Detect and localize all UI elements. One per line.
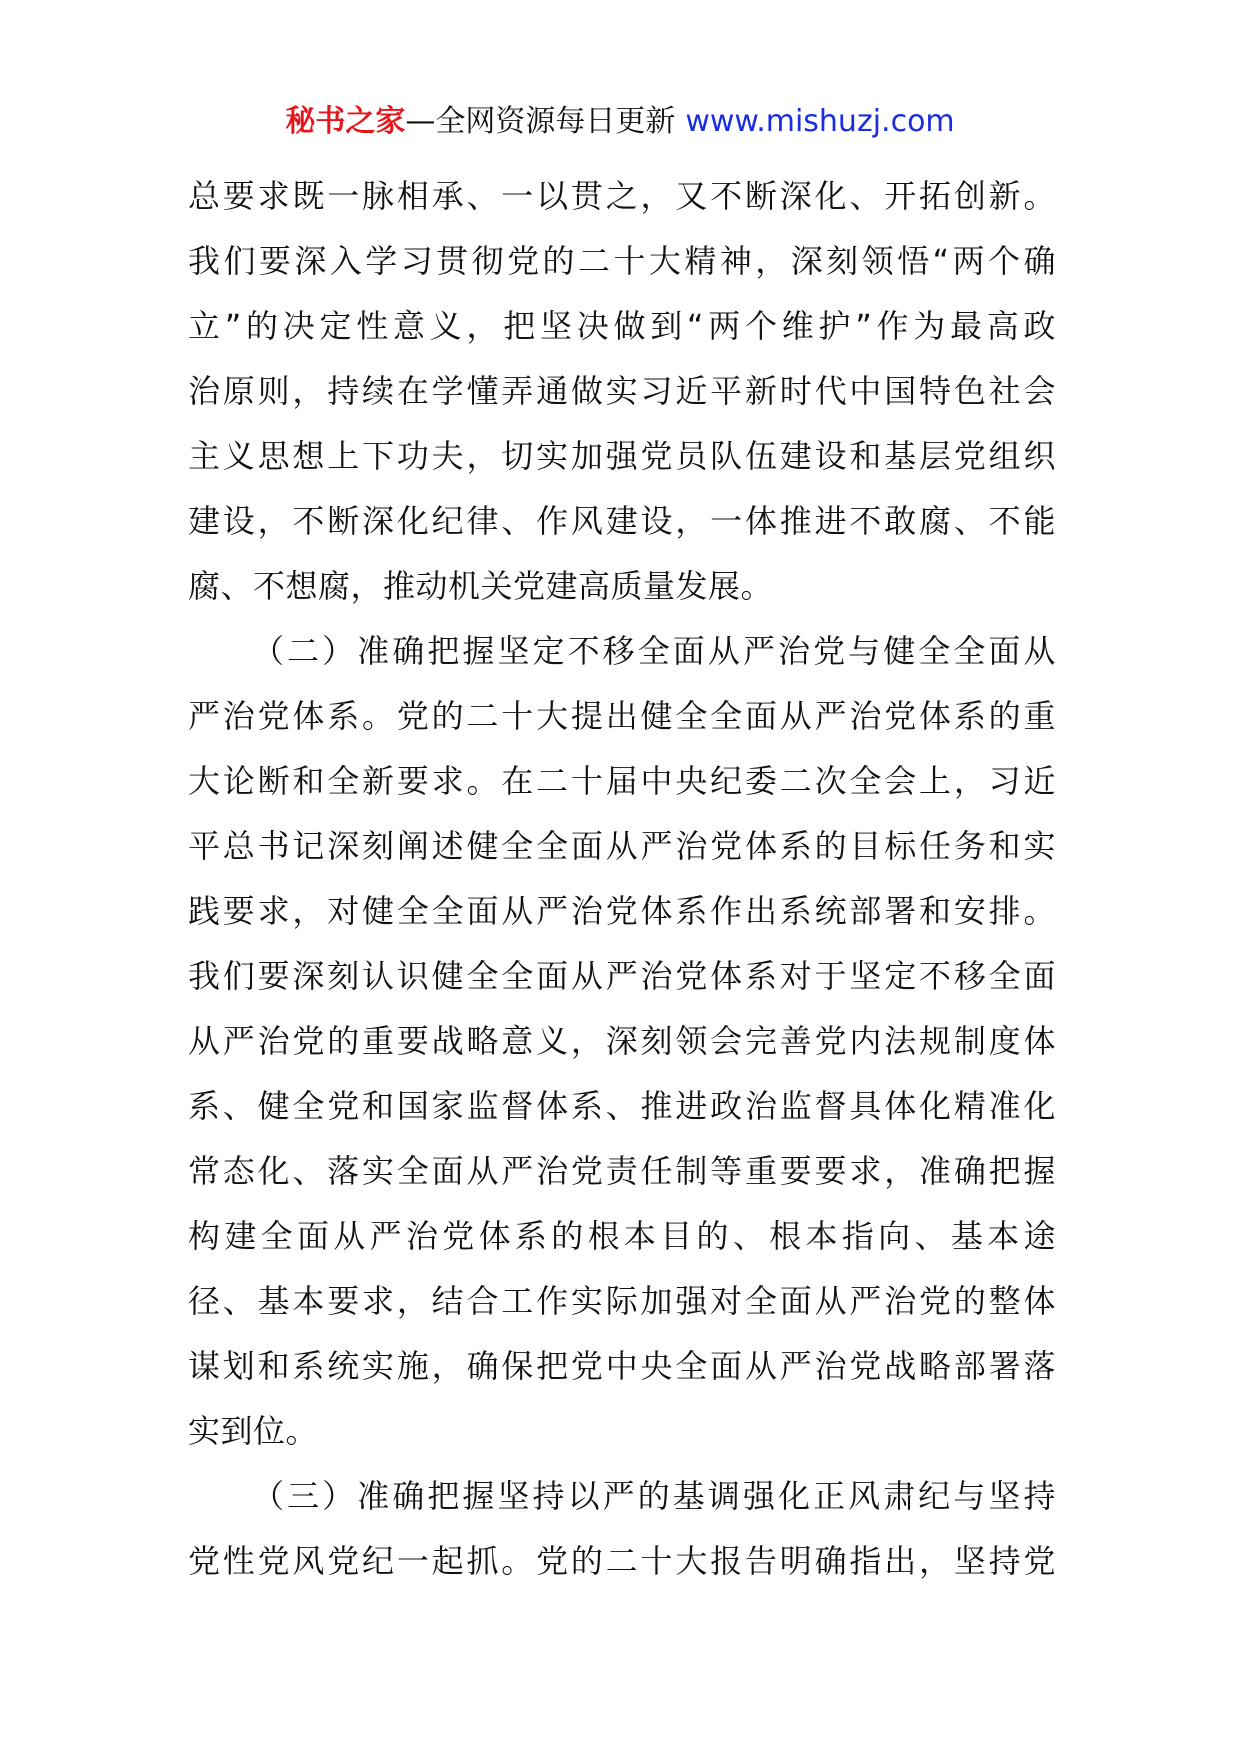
brand-name: 秘书之家 <box>285 104 406 139</box>
document-body <box>188 164 1056 1594</box>
site-header <box>0 100 1240 144</box>
text-line: 建设，不断深化纪律、作风建设，一体推进不敢腐、不能 <box>188 502 1056 540</box>
text-line: 主义思想上下功夫，切实加强党员队伍建设和基层党组织 <box>188 437 1056 475</box>
text-line: 我们要深刻认识健全全面从严治党体系对于坚定不移全面 <box>188 957 1056 995</box>
text-line: 我们要深入学习贯彻党的二十大精神，深刻领悟“两个确 <box>188 242 1056 280</box>
text-line: 大论断和全新要求。在二十届中央纪委二次全会上，习近 <box>188 762 1056 800</box>
text-line: 径、基本要求，结合工作实际加强对全面从严治党的整体 <box>188 1282 1056 1320</box>
text-line: 构建全面从严治党体系的根本目的、根本指向、基本途 <box>188 1217 1056 1255</box>
text-line: 党性党风党纪一起抓。党的二十大报告明确指出，坚持党 <box>188 1542 1056 1580</box>
text-line: （二）准确把握坚定不移全面从严治党与健全全面从 <box>252 632 1056 670</box>
paragraph <box>188 619 1056 1464</box>
text-line: 腐、不想腐，推动机关党建高质量发展。 <box>188 567 774 605</box>
text-line: （三）准确把握坚持以严的基调强化正风肃纪与坚持 <box>252 1477 1056 1515</box>
text-line: 系、健全党和国家监督体系、推进政治监督具体化精准化 <box>188 1087 1056 1125</box>
text-line: 从严治党的重要战略意义，深刻领会完善党内法规制度体 <box>188 1022 1056 1060</box>
paragraph <box>188 1464 1056 1594</box>
text-line: 平总书记深刻阐述健全全面从严治党体系的目标任务和实 <box>188 827 1056 865</box>
text-line: 立”的决定性意义，把坚决做到“两个维护”作为最高政 <box>188 307 1056 345</box>
text-line: 谋划和系统实施，确保把党中央全面从严治党战略部署落 <box>188 1347 1056 1385</box>
text-line: 总要求既一脉相承、一以贯之，又不断深化、开拓创新。 <box>188 177 1056 215</box>
text-line: 严治党体系。党的二十大提出健全全面从严治党体系的重 <box>188 697 1056 735</box>
text-line: 常态化、落实全面从严治党责任制等重要要求，准确把握 <box>188 1152 1056 1190</box>
text-line: 实到位。 <box>188 1412 319 1450</box>
header-slogan: —全网资源每日更新 <box>405 104 676 139</box>
text-line: 践要求，对健全全面从严治党体系作出系统部署和安排。 <box>188 892 1056 930</box>
paragraph <box>188 164 1056 619</box>
text-line: 治原则，持续在学懂弄通做实习近平新时代中国特色社会 <box>188 372 1056 410</box>
site-url-link[interactable]: www.mishuzj.com <box>685 104 955 139</box>
